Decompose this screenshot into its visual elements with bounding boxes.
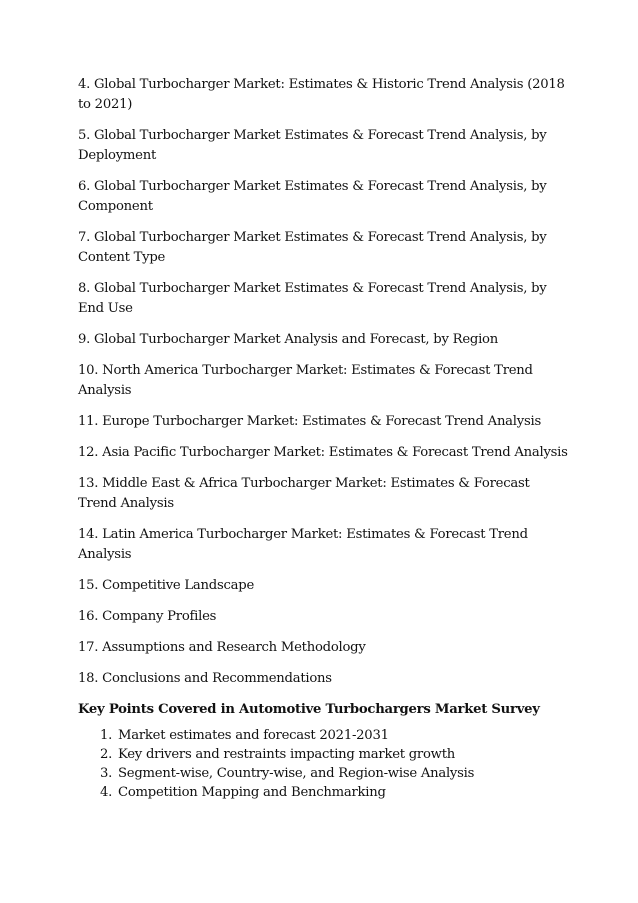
toc-item-16: 16. Company Profiles	[78, 609, 217, 624]
toc-item-11: 11. Europe Turbocharger Market: Estimates & Forecast Trend Analysis	[78, 414, 541, 429]
toc-item-13: 13. Middle East & Africa Turbocharger Market: Estimates & Forecast Trend Analysis	[78, 476, 530, 511]
key-point-item: 2. Key drivers and restraints impacting market growth	[116, 745, 568, 764]
toc-item-17: 17. Assumptions and Research Methodology	[78, 640, 366, 655]
key-point-item: 1. Market estimates and forecast 2021-2031	[116, 726, 568, 745]
document-page	[78, 75, 568, 802]
toc-item-18: 18. Conclusions and Recommendations	[78, 671, 332, 686]
toc-item-10: 10. North America Turbocharger Market: Estimates & Forecast Trend Analysis	[78, 363, 533, 398]
toc-item-14: 14. Latin America Turbocharger Market: Estimates & Forecast Trend Analysis	[78, 527, 528, 562]
toc-item-6: 6. Global Turbocharger Market Estimates & Forecast Trend Analysis, by Component	[78, 179, 547, 214]
toc-item-9: 9. Global Turbocharger Market Analysis and Forecast, by Region	[78, 332, 498, 347]
key-points-list	[78, 726, 568, 802]
key-point-item: 3. Segment-wise, Country-wise, and Region-wise Analysis	[116, 764, 568, 783]
key-points-heading: Key Points Covered in Automotive Turbochargers Market Survey	[78, 702, 540, 717]
toc-item-7: 7. Global Turbocharger Market Estimates & Forecast Trend Analysis, by Content Type	[78, 230, 547, 265]
key-point-item: 4. Competition Mapping and Benchmarking	[116, 783, 568, 802]
toc-item-12: 12. Asia Pacific Turbocharger Market: Estimates & Forecast Trend Analysis	[78, 445, 568, 460]
toc-item-15: 15. Competitive Landscape	[78, 578, 254, 593]
toc-item-8: 8. Global Turbocharger Market Estimates & Forecast Trend Analysis, by End Use	[78, 281, 547, 316]
toc-item-5: 5. Global Turbocharger Market Estimates & Forecast Trend Analysis, by Deployment	[78, 128, 547, 163]
toc-item-4: 4. Global Turbocharger Market: Estimates & Historic Trend Analysis (2018 to 2021)	[78, 77, 565, 112]
